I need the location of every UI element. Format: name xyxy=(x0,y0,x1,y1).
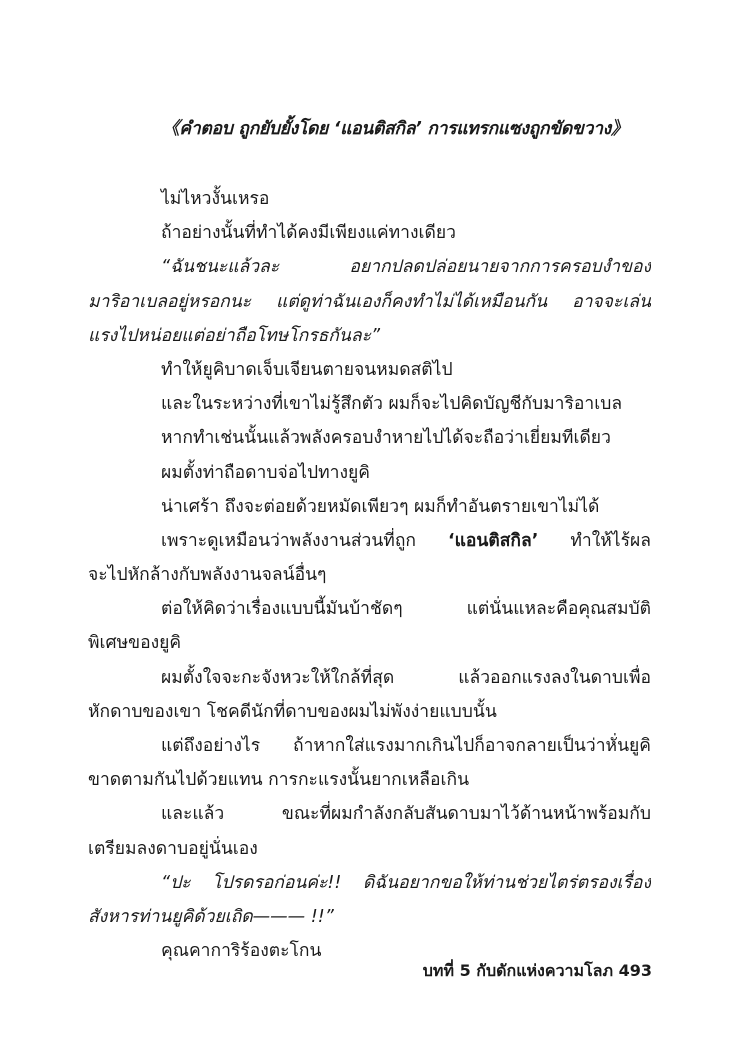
page-footer: บทที่ 5 กับดักแห่งความโลภ 493 xyxy=(422,961,652,980)
text-line: หักดาบของเขา โชคดีนักที่ดาบของผมไม่พังง่ายแบบนั้น xyxy=(88,701,497,722)
text-line: ขาดตามกันไปด้วยแทน การกะแรงนั้นยากเหลือเกิน xyxy=(88,770,470,791)
dialogue-line: มาริอาเบลอยู่หรอกนะ แต่ดูท่าฉันเองก็คงทำไม่ได้เหมือนกัน อาจจะเล่น xyxy=(88,291,651,312)
skill-name: ‘แอนติสกิล’ xyxy=(447,530,539,551)
text-line: และในระหว่างที่เขาไม่รู้สึกตัว ผมก็จะไปคิดบัญชีกับมาริอาเบล xyxy=(161,394,623,415)
text-line: แต่ถึงอย่างไร ถ้าหากใส่แรงมากเกินไปก็อาจกลายเป็นว่าหั่นยูคิ xyxy=(161,736,651,756)
text-line: หากทำเช่นนั้นแล้วพลังครอบงำหายไปได้จะถือว่าเยี่ยมทีเดียว xyxy=(161,428,611,449)
text-line: ผมตั้งใจจะกะจังหวะให้ใกล้ที่สุด แล้วออกแรงลงในดาบเพื่อ xyxy=(161,667,651,688)
text-line: ไม่ไหวงั้นเหรอ xyxy=(161,189,270,209)
text-line: ต่อให้คิดว่าเรื่องแบบนี้มันบ้าชัดๆ แต่นั่นแหละคือคุณสมบัติ xyxy=(161,599,651,620)
section-heading: 《คำตอบ ถูกยับยั้งโดย ‘แอนติสกิล’ การแทรกแซงถูกขัดขวาง》 xyxy=(162,119,629,139)
dialogue-line: “ปะ โปรดรอก่อนค่ะ!! ดิฉันอยากขอให้ท่านช่วยไตร่ตรองเรื่อง xyxy=(161,872,651,893)
text-line: และแล้ว ขณะที่ผมกำลังกลับสันดาบมาไว้ด้านหน้าพร้อมกับ xyxy=(161,804,651,825)
text-line: จะไปหักล้างกับพลังงานจลน์อื่นๆ xyxy=(88,565,327,586)
text-segment: ทำให้ไร้ผล xyxy=(570,530,651,551)
text-line xyxy=(88,524,651,558)
body-text xyxy=(88,182,651,968)
text-line: ถ้าอย่างนั้นที่ทำได้คงมีเพียงแค่ทางเดียว xyxy=(161,223,456,244)
dialogue-line: แรงไปหน่อยแต่อย่าถือโทษโกรธกันละ” xyxy=(88,325,381,346)
text-line: น่าเศร้า ถึงจะต่อยด้วยหมัดเพียวๆ ผมก็ทำอันตรายเขาไม่ได้ xyxy=(161,496,600,517)
text-line: เตรียมลงดาบอยู่นั่นเอง xyxy=(88,838,258,859)
dialogue-line: สังหารท่านยูคิด้วยเถิด——— !!” xyxy=(88,906,334,927)
text-segment: เพราะดูเหมือนว่าพลังงานส่วนที่ถูก xyxy=(161,530,417,551)
text-line: คุณคาการิร้องตะโกน xyxy=(161,941,322,962)
text-line: ทำให้ยูคิบาดเจ็บเจียนตายจนหมดสติไป xyxy=(161,359,453,380)
text-line: พิเศษของยูคิ xyxy=(88,633,182,654)
text-line: ผมตั้งท่าถือดาบจ่อไปทางยูคิ xyxy=(161,462,371,483)
dialogue-line: “ฉันชนะแล้วละ อยากปลดปล่อยนายจากการครอบงำของ xyxy=(161,257,651,278)
